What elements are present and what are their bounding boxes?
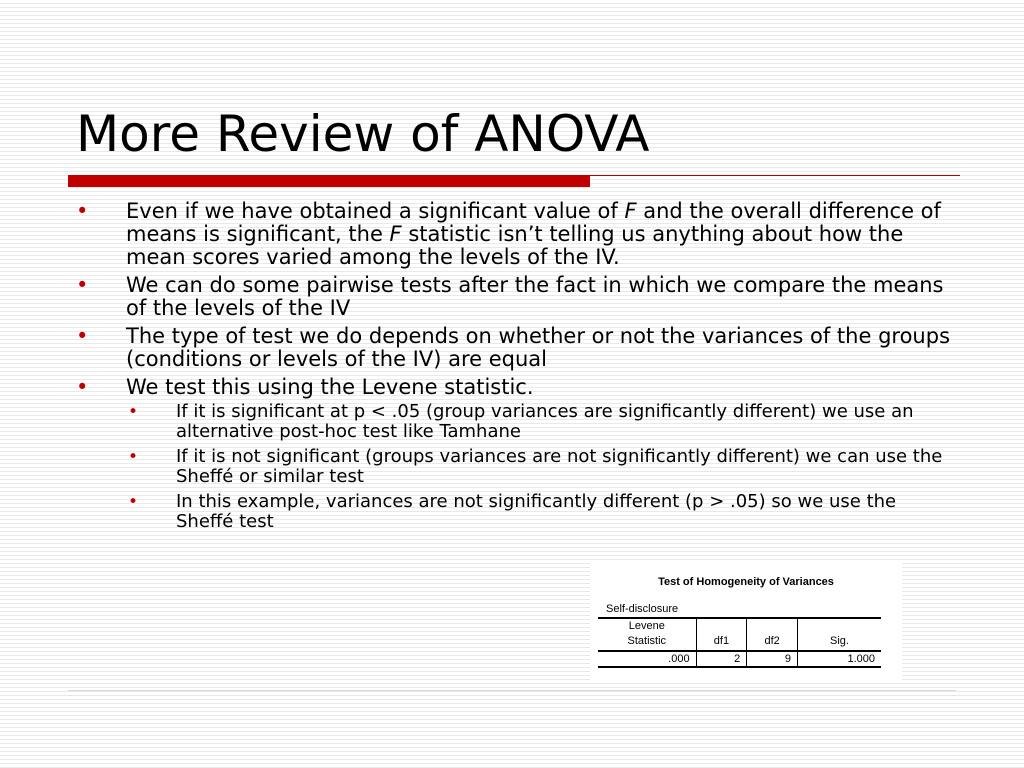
header-sig: Sig. <box>797 618 881 651</box>
cell-levene: .000 <box>598 651 696 667</box>
sub-bullet-item <box>76 447 956 487</box>
levene-table-title: Test of Homogeneity of Variances <box>658 576 834 588</box>
header-df2: df2 <box>747 618 798 651</box>
bullet-item <box>76 376 956 399</box>
bullet-icon: • <box>76 273 89 297</box>
bullet-item <box>76 200 956 269</box>
levene-variable-label: Self-disclosure <box>606 603 679 615</box>
bullet-list <box>76 200 956 537</box>
cell-df1: 2 <box>696 651 747 667</box>
slide-title: More Review of ANOVA <box>76 105 650 163</box>
levene-output-table <box>590 563 902 681</box>
levene-table <box>598 617 881 668</box>
bullet-icon: • <box>76 375 89 399</box>
bullet-text: We can do some pairwise tests after the fact in which we compare the means of the levels of the IV <box>126 273 944 320</box>
bullet-text: The type of test we do depends on whether or not the variances of the groups (conditions or levels of the IV) are equal <box>126 324 951 371</box>
bullet-icon: • <box>76 199 89 223</box>
sub-bullet-item <box>76 492 956 532</box>
table-row <box>598 651 881 667</box>
sub-bullet-item <box>76 402 956 442</box>
cell-df2: 9 <box>747 651 798 667</box>
header-df1: df1 <box>696 618 747 651</box>
bullet-icon: • <box>128 492 139 512</box>
bullet-text: We test this using the Levene statistic. <box>126 375 534 399</box>
cell-sig: 1.000 <box>797 651 881 667</box>
bullet-item <box>76 325 956 371</box>
sub-bullet-text: In this example, variances are not significantly different (p > .05) so we use the Sheffé test <box>176 491 897 532</box>
bullet-text: Even if we have obtained a significant value of F and the overall difference of means is significant, the F statistic isn’t telling us anything about how the mean scores varied among the levels of the IV. <box>126 199 941 269</box>
sub-bullet-text: If it is not significant (groups variances are not significantly different) we can use the Sheffé or similar test <box>176 446 943 487</box>
title-underline-accent <box>68 175 590 187</box>
title-underline-thin <box>590 175 960 176</box>
bullet-icon: • <box>128 447 139 467</box>
bullet-icon: • <box>76 324 89 348</box>
bullet-icon: • <box>128 402 139 422</box>
footer-divider <box>68 690 956 691</box>
sub-bullet-text: If it is significant at p < .05 (group variances are significantly different) we use an alternative post-hoc test like Tamhane <box>176 401 914 442</box>
bullet-item <box>76 274 956 320</box>
header-levene: Levene Statistic <box>627 620 667 647</box>
